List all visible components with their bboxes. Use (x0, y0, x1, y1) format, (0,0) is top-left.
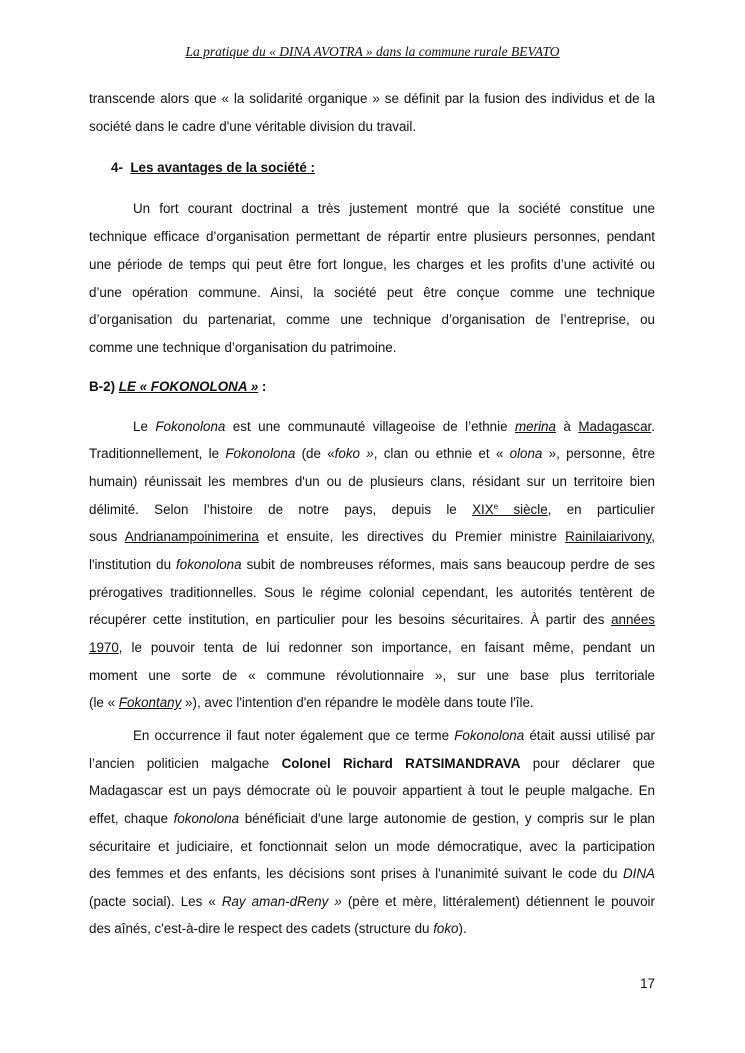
paragraph-line: l’ancien politicien malgache Colonel Richard RATSIMANDRAVA pour déclarer que (89, 756, 655, 771)
paragraph-line: société dans le cadre d'une véritable division du travail. (89, 119, 417, 134)
link-annees-1970[interactable]: 1970 (89, 640, 119, 655)
paragraph-line: Madagascar est un pays démocrate où le pouvoir appartient à tout le peuple malgache. En (89, 783, 655, 798)
section-colon: : (258, 379, 267, 394)
paragraph-line: l'institution du fokonolona subit de nombreuses réformes, mais sans beaucoup perdre de ses (89, 557, 656, 572)
link-annees-1970[interactable]: années (611, 612, 655, 627)
paragraph-line: (pacte social). Les « Ray aman-dReny » (père et mère, littéralement) détiennent le pouvoir (89, 894, 655, 909)
paragraph-line: Traditionnellement, le Fokonolona (de «foko », clan ou ethnie et « olona », personne, être (89, 446, 655, 461)
section-title: LE « FOKONOLONA » (118, 379, 259, 394)
paragraph-line: délimité. Selon l’histoire de notre pays, depuis le XIXe siècle, en particulier (89, 502, 655, 517)
paragraph-line: technique efficace d’organisation permettant de répartir entre plusieurs personnes, pendant (89, 229, 655, 244)
paragraph-line: d’organisation du partenariat, comme une technique d’organisation de l’entreprise, ou (89, 312, 655, 327)
link-fokontany[interactable]: Fokontany (118, 695, 182, 710)
link-merina[interactable]: merina (515, 419, 556, 434)
paragraph-line: moment une sorte de « commune révolutionnaire », sur une base plus territoriale (89, 668, 655, 683)
paragraph-line: Le Fokonolona est une communauté villageoise de l’ethnie merina à Madagascar. (133, 419, 656, 434)
paragraph-line: (le « Fokontany »), avec l'intention d'en répandre le modèle dans toute l'île. (89, 695, 534, 710)
running-header: La pratique du « DINA AVOTRA » dans la commune rurale BEVATO (185, 44, 560, 59)
paragraph-line: récupérer cette institution, en particulier pour les besoins sécuritaires. À partir des années (89, 612, 655, 627)
section-heading-4 (111, 159, 315, 177)
paragraph-line: effet, chaque fokonolona bénéficiait d'une large autonomie de gestion, y compris sur le plan (89, 811, 655, 826)
paragraph-line: des femmes et des enfants, les décisions sont prises à l'unanimité suivant le code du DINA (89, 866, 655, 881)
section-title: Les avantages de la société : (130, 160, 315, 175)
link-madagascar[interactable]: Madagascar (578, 419, 652, 434)
paragraph-line: sécuritaire et judiciaire, et fonctionnait selon un mode démocratique, avec la participation (89, 839, 655, 854)
paragraph-line: comme une technique d’organisation du patrimoine. (89, 340, 397, 355)
paragraph-line: 1970, le pouvoir tenta de lui redonner son importance, en faisant même, pendant un (89, 640, 655, 655)
section-prefix: B-2) (89, 379, 116, 394)
paragraph-line: sous Andrianampoinimerina et ensuite, les directives du Premier ministre Rainilaiarivony, (89, 529, 655, 544)
paragraph-line: des aînés, c'est-à-dire le respect des cadets (structure du foko). (89, 921, 467, 936)
paragraph-line: En occurrence il faut noter également que ce terme Fokonolona était aussi utilisé par (133, 728, 656, 743)
link-andrianampoinimerina[interactable]: Andrianampoinimerina (124, 529, 259, 544)
section-heading-b2 (89, 378, 266, 396)
paragraph-line: humain) réunissait les membres d'un ou de plusieurs clans, résidant sur un territoire bien (89, 474, 655, 489)
paragraph-line: prérogatives traditionnelles. Sous le régime colonial cependant, les autorités tentèrent de (89, 585, 655, 600)
link-xixe-siecle[interactable]: XIXe siècle (472, 502, 548, 517)
paragraph-line: d’une opération commune. Ainsi, la société peut être conçue comme une technique (89, 285, 655, 300)
section-number: 4- (111, 160, 123, 175)
paragraph-line: une période de temps qui peut être fort longue, les charges et les profits d’une activité ou (89, 257, 655, 272)
page-number: 17 (640, 976, 655, 991)
paragraph-line: Un fort courant doctrinal a très justement montré que la société constitue une (133, 201, 655, 216)
link-rainilaiarivony[interactable]: Rainilaiarivony (565, 529, 652, 544)
paragraph-line: transcende alors que « la solidarité organique » se définit par la fusion des individus et de la (89, 91, 655, 106)
